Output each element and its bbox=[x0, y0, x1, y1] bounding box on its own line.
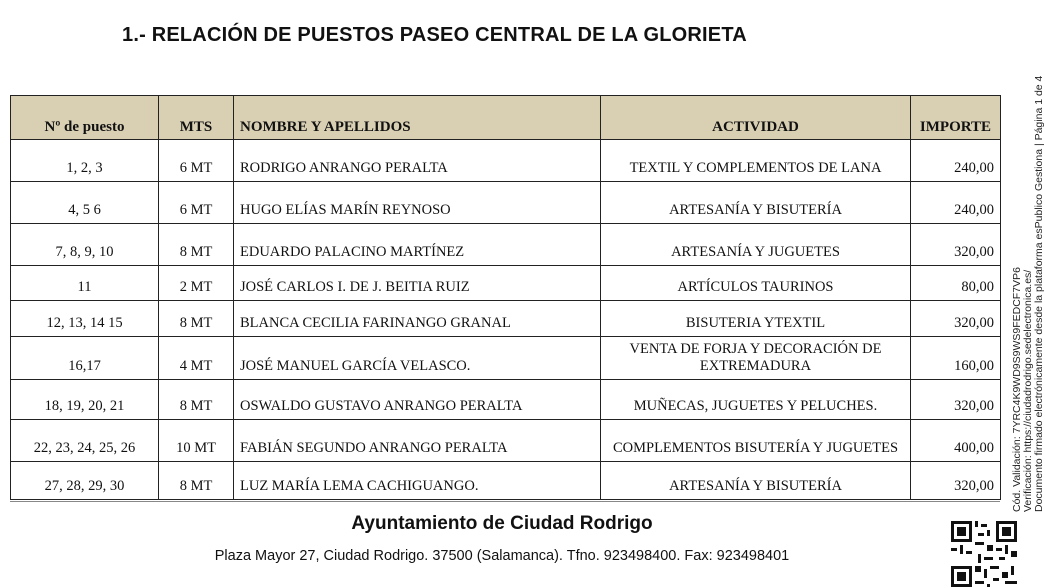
cell-activity: MUÑECAS, JUGUETES Y PELUCHES. bbox=[601, 380, 911, 420]
cell-stall-number: 18, 19, 20, 21 bbox=[11, 380, 159, 420]
cell-activity: ARTÍCULOS TAURINOS bbox=[601, 266, 911, 301]
cell-meters: 8 MT bbox=[159, 462, 234, 500]
header-stall-number: Nº de puesto bbox=[11, 96, 159, 140]
cell-name: EDUARDO PALACINO MARTÍNEZ bbox=[234, 224, 601, 266]
cell-stall-number: 22, 23, 24, 25, 26 bbox=[11, 420, 159, 462]
cell-amount: 320,00 bbox=[911, 301, 1001, 337]
cell-activity: COMPLEMENTOS BISUTERÍA Y JUGUETES bbox=[601, 420, 911, 462]
cell-meters: 8 MT bbox=[159, 224, 234, 266]
cell-amount: 160,00 bbox=[911, 337, 1001, 380]
validation-code: Cód. Validación: 7YRC4K9WD9S9WS9FEDCF7VP6 bbox=[1011, 267, 1023, 512]
footer-address: Plaza Mayor 27, Ciudad Rodrigo. 37500 (Salamanca). Tfno. 923498400. Fax: 923498401 bbox=[214, 548, 790, 564]
table-row bbox=[11, 224, 1001, 266]
cell-amount: 240,00 bbox=[911, 140, 1001, 182]
header-amount: IMPORTE bbox=[911, 96, 1001, 140]
page-title: 1.- RELACIÓN DE PUESTOS PASEO CENTRAL DE LA GLORIETA bbox=[122, 24, 747, 46]
table-row bbox=[11, 182, 1001, 224]
cell-amount: 240,00 bbox=[911, 182, 1001, 224]
cell-name: JOSÉ CARLOS I. DE J. BEITIA RUIZ bbox=[234, 266, 601, 301]
cell-meters: 8 MT bbox=[159, 301, 234, 337]
verification-url: Verificación: https://ciudadrodrigo.sedelectronica.es/ bbox=[1022, 269, 1034, 512]
cell-amount: 320,00 bbox=[911, 462, 1001, 500]
cell-stall-number: 11 bbox=[11, 266, 159, 301]
cell-name: BLANCA CECILIA FARINANGO GRANAL bbox=[234, 301, 601, 337]
cell-activity: ARTESANÍA Y BISUTERÍA bbox=[601, 182, 911, 224]
cell-stall-number: 1, 2, 3 bbox=[11, 140, 159, 182]
cell-name: LUZ MARÍA LEMA CACHIGUANGO. bbox=[234, 462, 601, 500]
table-row bbox=[11, 140, 1001, 182]
cell-amount: 320,00 bbox=[911, 224, 1001, 266]
signature-note: Documento firmado electrónicamente desde la plataforma esPublico Gestiona | Página 1 de 4 bbox=[1033, 75, 1045, 512]
table-row bbox=[11, 462, 1001, 500]
cell-amount: 400,00 bbox=[911, 420, 1001, 462]
cell-name: JOSÉ MANUEL GARCÍA VELASCO. bbox=[234, 337, 601, 380]
cell-amount: 80,00 bbox=[911, 266, 1001, 301]
cell-meters: 10 MT bbox=[159, 420, 234, 462]
footer-organization: Ayuntamiento de Ciudad Rodrigo bbox=[351, 513, 653, 534]
cell-name: HUGO ELÍAS MARÍN REYNOSO bbox=[234, 182, 601, 224]
header-activity: ACTIVIDAD bbox=[601, 96, 911, 140]
cell-amount: 320,00 bbox=[911, 380, 1001, 420]
validation-side-text bbox=[1012, 76, 1045, 512]
cell-name: RODRIGO ANRANGO PERALTA bbox=[234, 140, 601, 182]
cell-stall-number: 4, 5 6 bbox=[11, 182, 159, 224]
cell-stall-number: 12, 13, 14 15 bbox=[11, 301, 159, 337]
cell-activity: ARTESANÍA Y JUGUETES bbox=[601, 224, 911, 266]
cell-stall-number: 7, 8, 9, 10 bbox=[11, 224, 159, 266]
table-row bbox=[11, 337, 1001, 380]
qr-code-icon bbox=[951, 521, 1017, 587]
cell-activity: VENTA DE FORJA Y DECORACIÓN DE EXTREMADURA bbox=[601, 337, 911, 380]
cell-activity: BISUTERIA YTEXTIL bbox=[601, 301, 911, 337]
table-row bbox=[11, 266, 1001, 301]
cell-activity: ARTESANÍA Y BISUTERÍA bbox=[601, 462, 911, 500]
cell-name: FABIÁN SEGUNDO ANRANGO PERALTA bbox=[234, 420, 601, 462]
cell-activity: TEXTIL Y COMPLEMENTOS DE LANA bbox=[601, 140, 911, 182]
cell-meters: 4 MT bbox=[159, 337, 234, 380]
table-row bbox=[11, 420, 1001, 462]
cell-name: OSWALDO GUSTAVO ANRANGO PERALTA bbox=[234, 380, 601, 420]
stalls-table bbox=[10, 95, 1001, 500]
cell-meters: 8 MT bbox=[159, 380, 234, 420]
footer-divider bbox=[10, 501, 1000, 502]
cell-meters: 2 MT bbox=[159, 266, 234, 301]
table-row bbox=[11, 301, 1001, 337]
cell-meters: 6 MT bbox=[159, 140, 234, 182]
header-name: NOMBRE Y APELLIDOS bbox=[234, 96, 601, 140]
cell-stall-number: 16,17 bbox=[11, 337, 159, 380]
table-header-row bbox=[11, 96, 1001, 140]
table-row bbox=[11, 380, 1001, 420]
header-meters: MTS bbox=[159, 96, 234, 140]
cell-meters: 6 MT bbox=[159, 182, 234, 224]
cell-stall-number: 27, 28, 29, 30 bbox=[11, 462, 159, 500]
